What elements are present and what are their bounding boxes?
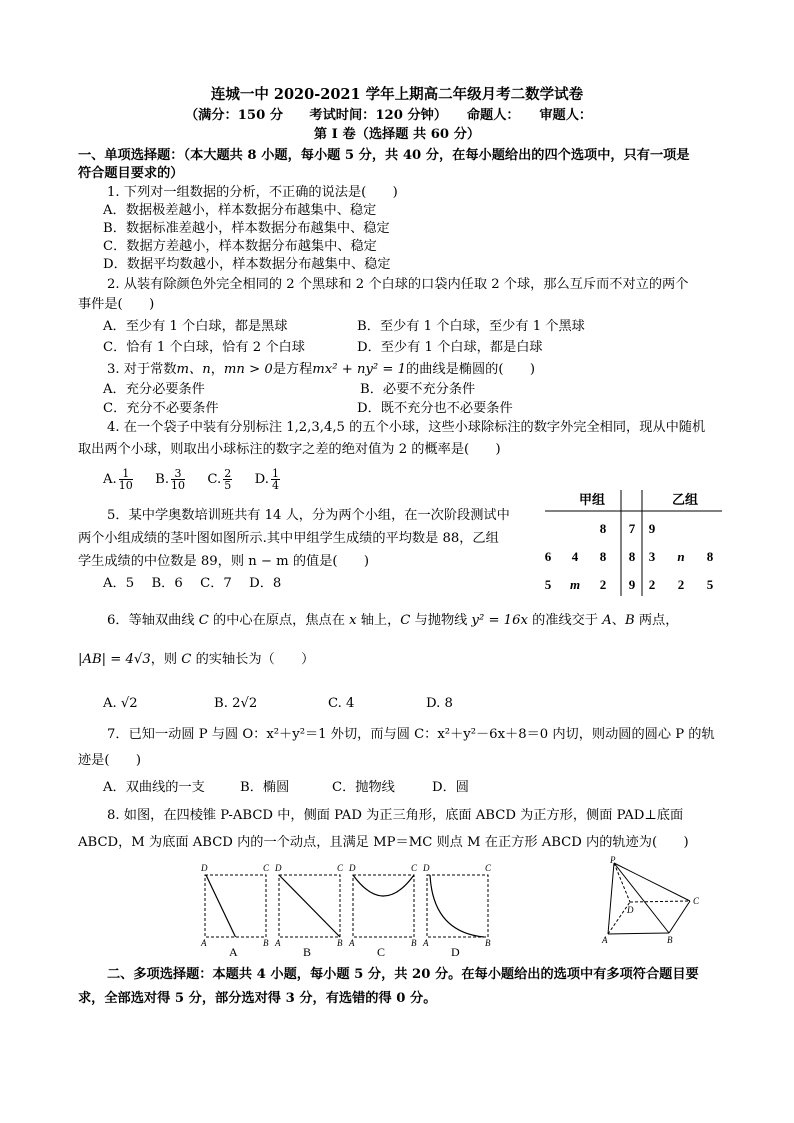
q4-options: [103, 466, 282, 494]
q8-fig-label-b: B: [263, 938, 269, 948]
pyramid-label-c: C: [693, 896, 700, 906]
q6-var-x: x: [349, 613, 357, 628]
edge-pc: [614, 863, 690, 901]
stem-leaf-left-leaf: 2: [599, 577, 607, 592]
q8-fig-label-b: B: [485, 938, 491, 948]
q3-option-d: D．既不充分也不必要条件: [357, 401, 513, 416]
q1-option-b: B．数据标准差越小，样本数据分布越集中、稳定: [103, 221, 390, 236]
q6-option-a: A. √2: [103, 696, 138, 711]
stem-leaf-right-leaf: n: [677, 549, 685, 564]
stem-leaf-right-leaf: 8: [706, 549, 714, 564]
q2-option-b: B．至少有 1 个白球，至少有 1 个黑球: [357, 319, 585, 334]
q4-option-d: D. $\frac{1}{4}$: [254, 467, 279, 492]
q2-stem-cont: 事件是( ): [78, 297, 155, 312]
q6-option-d: D. 8: [426, 696, 453, 711]
q8-fig-label-c: C: [411, 863, 418, 873]
stem-leaf-stem: 9: [628, 577, 636, 592]
q6-var-c3: C: [181, 652, 192, 667]
q3-stem: [107, 361, 535, 379]
exam-meta: （满分：150 分 考试时间：120 分钟） 命题人： 审题人：: [185, 108, 593, 123]
q4-stem-cont: 取出两个小球，则取出小球标注的数字之差的绝对值为 2 的概率是( ): [78, 442, 501, 457]
q3-equation: mx² + ny² = 1: [312, 362, 407, 377]
stem-leaf-right-header: 乙组: [671, 492, 699, 507]
q5-stem-cont2: 学生成绩的中位数是 89，则 n − m 的值是( ): [78, 554, 370, 569]
q8-fig-label-a: A: [275, 938, 281, 948]
q3-mn: m、n: [176, 362, 211, 377]
q8-stem-cont: ABCD，M 为底面 ABCD 内的一个动点，且满足 MP＝MC 则点 M 在正方形 ABCD 内的轨迹为( ): [78, 835, 689, 850]
q6-var-c2: C: [400, 613, 411, 628]
q6-text-e: 的准线交于: [527, 613, 603, 628]
q3-option-a: A．充分必要条件: [103, 382, 205, 397]
stem-leaf-left-leaf: m: [569, 577, 581, 592]
q6-var-a: A: [602, 613, 612, 628]
q8-fig-trajectory: [430, 875, 484, 937]
q8-option-figures: [195, 858, 505, 958]
q5-stem: 5．某中学奥数培训班共有 14 人，分为两个小组，在一次阶段测试中: [107, 508, 510, 523]
q2-option-a: A．至少有 1 个白球，都是黑球: [103, 319, 288, 334]
q6-text-f: 两点，: [634, 613, 679, 628]
q2-option-c: C．恰有 1 个白球，恰有 2 个白球: [103, 340, 305, 355]
q6-text-a: 6．等轴双曲线: [107, 613, 199, 628]
q7-option-a: A．双曲线的一支: [103, 780, 205, 795]
q6-sep: 、: [611, 613, 625, 628]
q6-var-c: C: [198, 613, 209, 628]
q8-fig-label-d: D: [423, 863, 430, 873]
q7-stem-cont: 迹是( ): [78, 753, 142, 768]
q7-stem: 7．已知一动圆 P 与圆 O：x²＋y²＝1 外切，而与圆 C：x²＋y²－6x＋8＝0 内切，则动圆的圆心 P 的轨: [107, 727, 715, 742]
q8-fig-caption: D: [451, 945, 460, 958]
q4-option-b: B. $\frac{3}{10}$: [155, 467, 186, 492]
q7-option-c: C．抛物线: [332, 780, 395, 795]
stem-leaf-right-leaf: 9: [648, 521, 656, 536]
q8-fig-caption: A: [229, 945, 238, 958]
q8-fig-caption: C: [377, 945, 386, 958]
stem-leaf-right-leaf: 2: [648, 577, 656, 592]
pyramid-label-d: D: [627, 905, 634, 915]
q8-fig-label-a: A: [349, 938, 355, 948]
q8-fig-square: [353, 875, 414, 937]
pyramid-label-p: P: [610, 855, 616, 865]
stem-leaf-left-leaf: 6: [544, 549, 552, 564]
stem-leaf-left-leaf: 5: [544, 577, 552, 592]
stem-leaf-right-leaf: 5: [706, 577, 714, 592]
q7-option-b: B．椭圆: [240, 780, 290, 795]
stem-leaf-diagram: [540, 488, 730, 598]
q3-stem-c: 是方程: [272, 362, 313, 377]
q8-fig-trajectory: [353, 875, 414, 896]
q3-stem-a: 3. 对于常数: [107, 362, 177, 377]
q8-fig-trajectory: [279, 875, 340, 937]
q4-stem: 4. 在一个袋子中装有分别标注 1,2,3,4,5 的五个小球，这些小球除标注的数字外完全相同，现从中随机: [107, 420, 706, 435]
q8-fig-label-d: D: [275, 863, 282, 873]
q8-fig-label-a: A: [201, 938, 207, 948]
page-title: 连城一中 2020-2021 学年上期高二年级月考二数学试卷: [210, 86, 584, 103]
q1-option-a: A．数据极差越小，样本数据分布越集中、稳定: [103, 203, 377, 218]
pyramid-label-a: A: [602, 935, 608, 945]
q7-option-d: D．圆: [432, 780, 469, 795]
q1-option-c: C．数据方差越小，样本数据分布越集中、稳定: [103, 239, 377, 254]
q6-stem-cont: [78, 651, 314, 669]
q3-condition: mn > 0: [223, 362, 273, 377]
q6-text-c: 轴上，: [356, 613, 401, 628]
q6-option-b: B. 2√2: [214, 696, 258, 711]
stem-leaf-right-leaf: 3: [648, 549, 656, 564]
stem-leaf-left-leaf: 8: [599, 521, 607, 536]
q8-fig-caption: B: [303, 945, 312, 958]
q8-fig-label-c: C: [485, 863, 492, 873]
edge-pb: [614, 863, 669, 933]
q3-stem-d: 的曲线是椭圆的( ): [406, 362, 535, 377]
q4-option-a: A. $\frac{1}{10}$: [103, 467, 133, 492]
q2-option-d: D．至少有 1 个白球，都是白球: [357, 340, 543, 355]
q8-fig-label-b: B: [337, 938, 343, 948]
edge-dc: [630, 901, 690, 902]
section1-heading-cont: 符合题目要求的）: [78, 166, 184, 181]
volume-heading: 第 Ⅰ 卷（选择题 共 60 分）: [313, 127, 481, 142]
q3-option-b: B．必要不充分条件: [360, 382, 476, 397]
q8-fig-square: [205, 875, 266, 937]
q8-fig-label-b: B: [411, 938, 417, 948]
q8-fig-label-d: D: [349, 863, 356, 873]
stem-leaf-left-header: 甲组: [578, 492, 606, 507]
q6-ab-length: |AB| = 4√3: [78, 652, 151, 667]
edge-pd: [614, 863, 630, 902]
section2-heading: 二、多项选择题：本题共 4 小题，每小题 5 分，共 20 分。在每小题给出的选项中有多项符合题目要: [107, 967, 699, 982]
q6-text-h: 的实轴长为（ ）: [191, 652, 315, 667]
q6-var-b: B: [624, 613, 635, 628]
pyramid-label-b: B: [667, 935, 673, 945]
q8-fig-label-a: A: [423, 938, 429, 948]
stem-leaf-left-leaf: 4: [571, 549, 579, 564]
q1-stem: 1. 下列对一组数据的分析，不正确的说法是( ): [107, 185, 398, 200]
q8-stem: 8. 如图，在四棱锥 P-ABCD 中，侧面 PAD 为正三角形，底面 ABCD 为正方形，侧面 PAD⊥底面: [107, 808, 684, 823]
edge-pa: [608, 863, 614, 934]
q8-fig-label-d: D: [201, 863, 208, 873]
edge-bc: [669, 901, 690, 933]
q6-parabola: y² = 16x: [471, 613, 528, 628]
q6-text-g: ，则: [150, 652, 182, 667]
q6-stem: [107, 612, 678, 630]
stem-leaf-left-leaf: 8: [599, 549, 607, 564]
q8-fig-label-c: C: [263, 863, 270, 873]
stem-leaf-stem: 8: [628, 549, 636, 564]
q5-stem-cont1: 两个小组成绩的茎叶图如图所示.其中甲组学生成绩的平均数是 88，乙组: [78, 531, 499, 546]
q3-option-c: C．充分不必要条件: [103, 401, 219, 416]
q6-text-d: 与抛物线: [410, 613, 472, 628]
stem-leaf-right-leaf: 2: [677, 577, 685, 592]
q1-option-d: D．数据平均数越小，样本数据分布越集中、稳定: [103, 257, 391, 272]
q8-fig-label-c: C: [337, 863, 344, 873]
q8-fig-trajectory: [206, 875, 236, 937]
q6-option-c: C. 4: [328, 696, 355, 711]
q2-stem: 2. 从装有除颜色外完全相同的 2 个黑球和 2 个白球的口袋内任取 2 个球，那么互斥而不对立的两个: [107, 277, 689, 292]
section1-heading: 一、单项选择题：（本大题共 8 小题，每小题 5 分，共 40 分，在每小题给出的四个选项中，只有一项是: [78, 148, 690, 163]
section2-heading-cont: 求，全部选对得 5 分，部分选对得 3 分，有选错的得 0 分。: [78, 991, 437, 1006]
stem-leaf-stem: 7: [628, 521, 636, 536]
q5-options: A．5 B．6 C．7 D．8: [103, 576, 282, 591]
q3-stem-b: ，: [210, 362, 224, 377]
q4-option-c: C. $\frac{2}{5}$: [207, 467, 232, 492]
edge-ab: [608, 933, 669, 934]
pyramid-figure: [598, 855, 708, 945]
q6-text-b: 的中心在原点，焦点在: [208, 613, 350, 628]
